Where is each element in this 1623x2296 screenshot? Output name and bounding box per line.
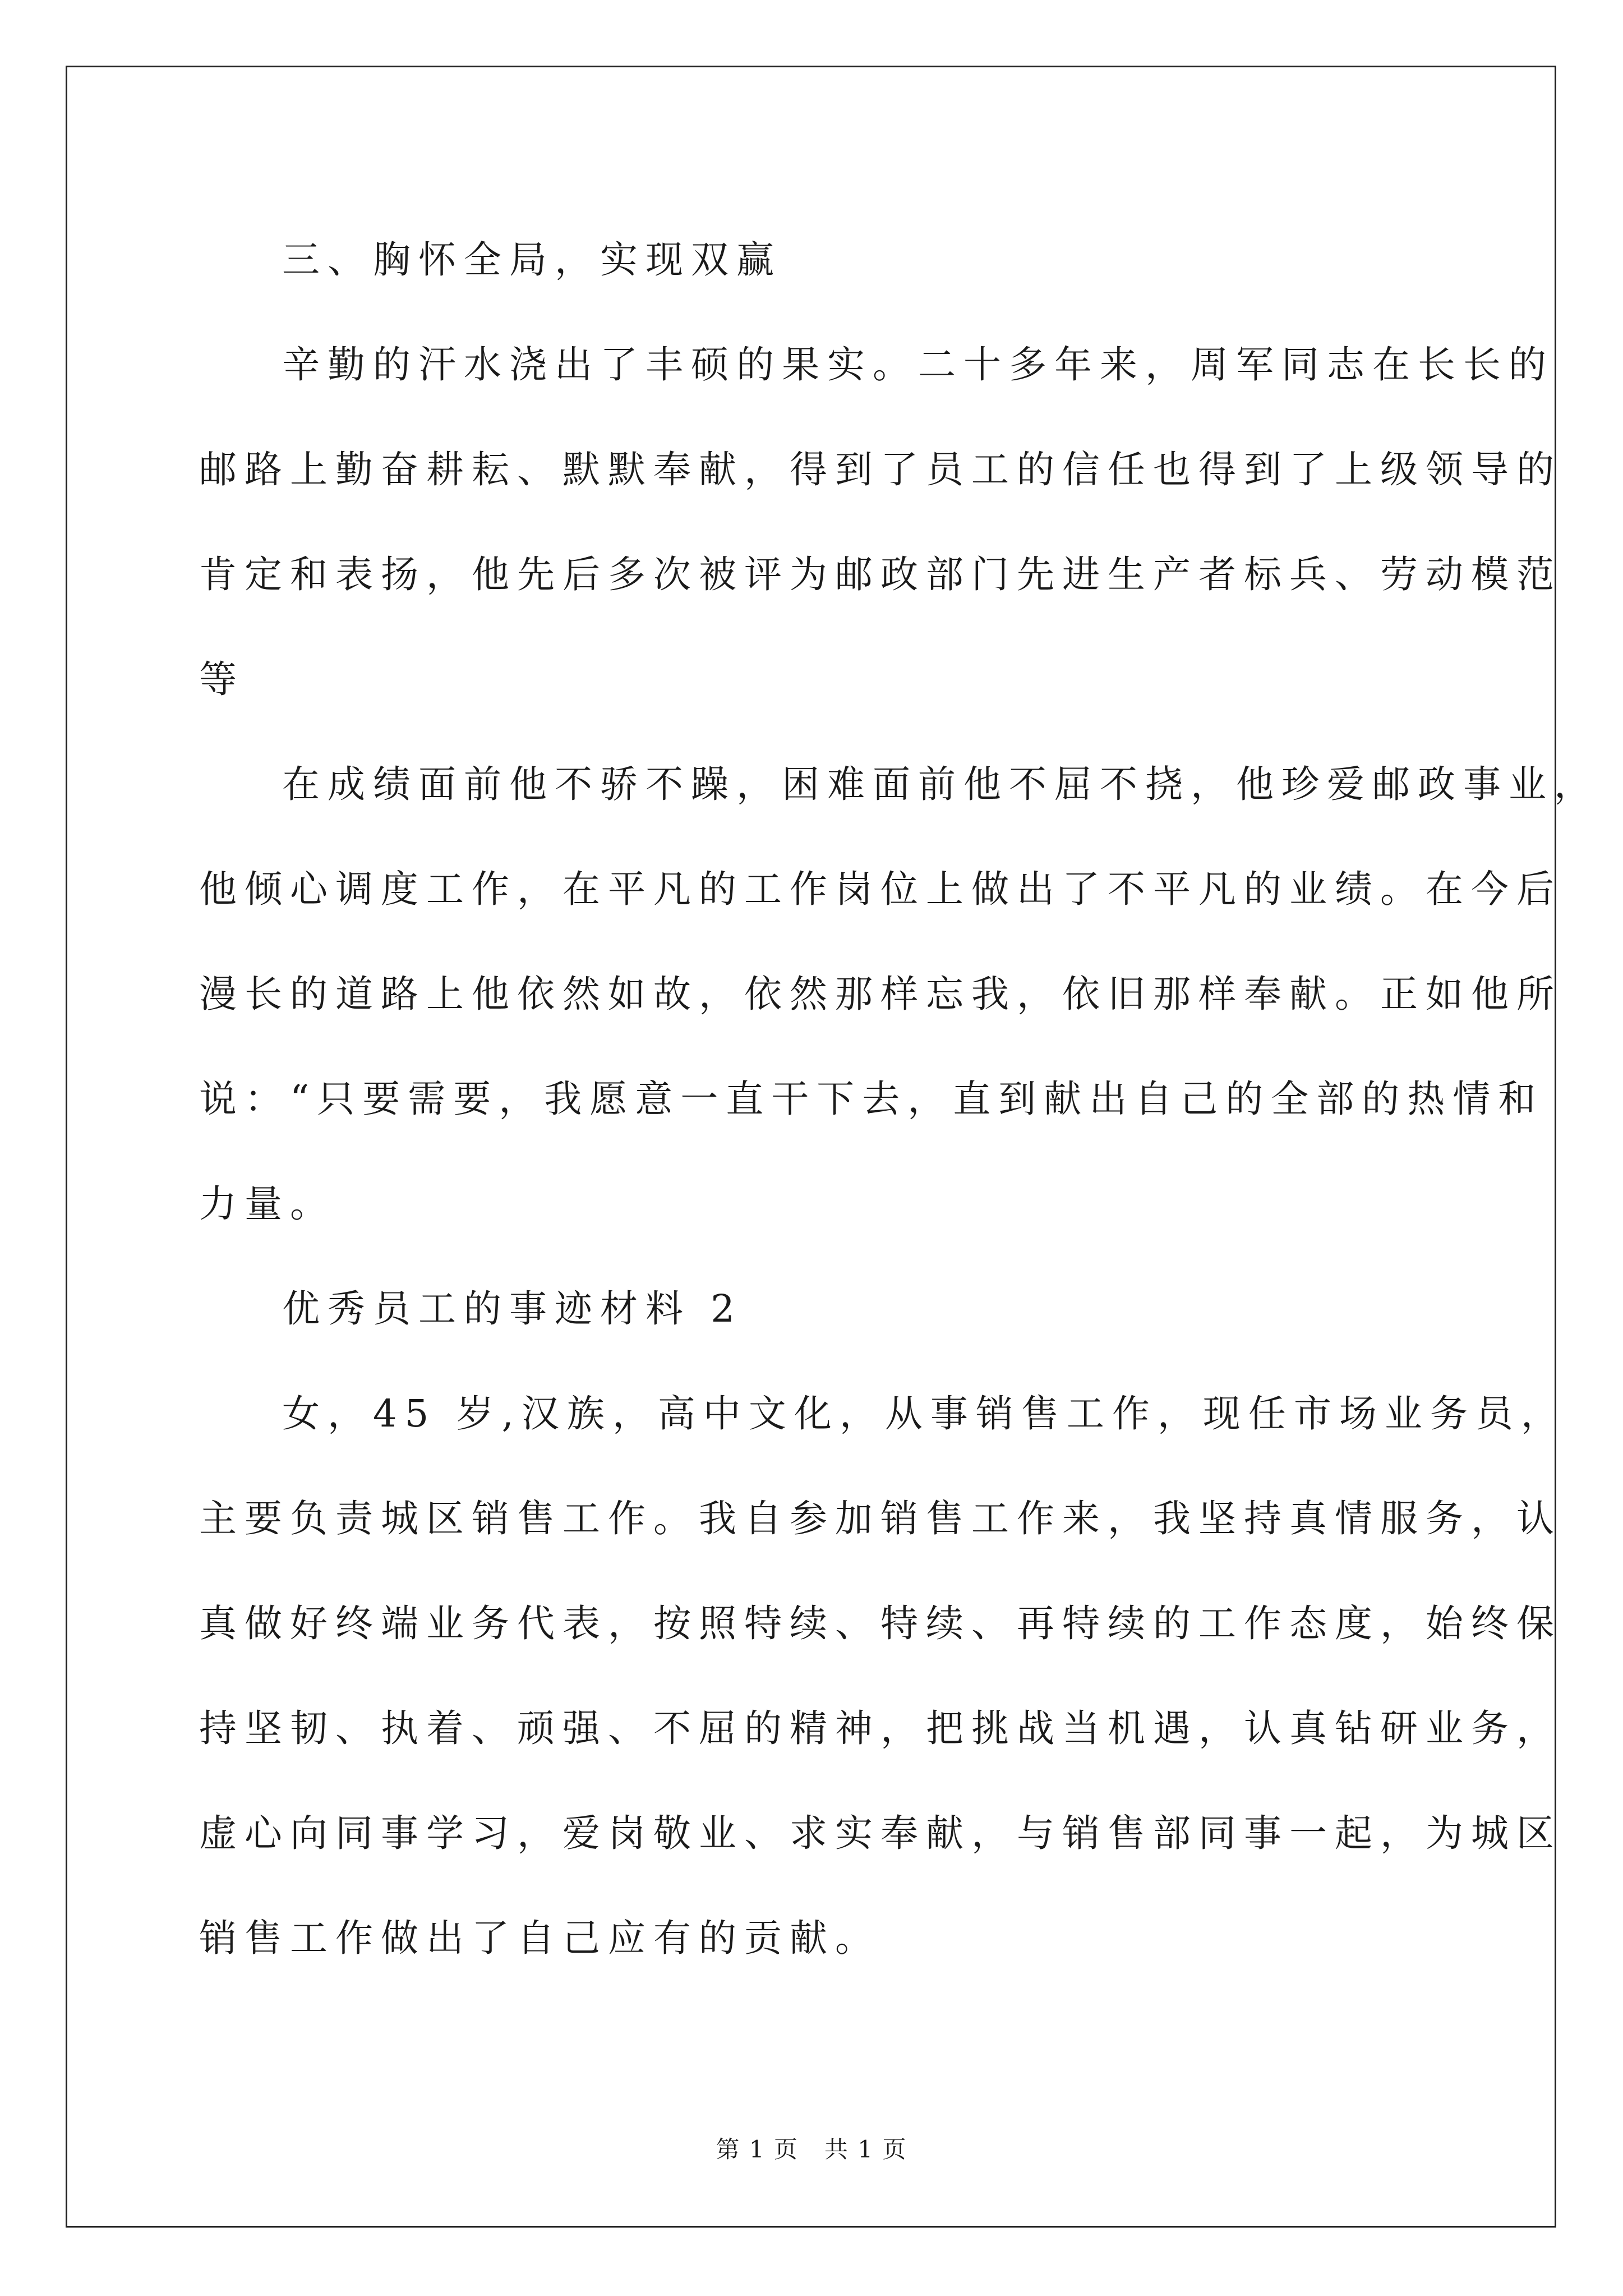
text-line: 他倾心调度工作，在平凡的工作岗位上做出了不平凡的业绩。在今后 xyxy=(199,867,1562,911)
heading-section-three: 三、胸怀全局，实现双赢 xyxy=(282,238,782,282)
text-line: 女，45 岁,汉族，高中文化，从事销售工作，现任市场业务员， xyxy=(282,1392,1566,1435)
text-line: 肯定和表扬，他先后多次被评为邮政部门先进生产者标兵、劳动模范 xyxy=(199,553,1562,596)
text-line: 漫长的道路上他依然如故，依然那样忘我，依旧那样奉献。正如他所 xyxy=(199,972,1562,1016)
text-line: 说：“只要需要，我愿意一直干下去，直到献出自己的全部的热情和 xyxy=(199,1077,1544,1121)
text-line: 邮路上勤奋耕耘、默默奉献，得到了员工的信任也得到了上级领导的 xyxy=(199,448,1562,491)
text-line: 主要负责城区销售工作。我自参加销售工作来，我坚持真情服务，认 xyxy=(199,1497,1562,1540)
document-body xyxy=(199,208,1599,1991)
text-line: 辛勤的汗水浇出了丰硕的果实。二十多年来，周军同志在长长的 xyxy=(282,343,1554,386)
text-line: 在成绩面前他不骄不躁，困难面前他不屈不挠，他珍爱邮政事业， xyxy=(282,762,1599,806)
text-line: 销售工作做出了自己应有的贡献。 xyxy=(199,1916,880,1960)
heading-material-two: 优秀员工的事迹材料 2 xyxy=(282,1287,743,1331)
page-number-footer: 第 1 页 共 1 页 xyxy=(716,2136,907,2163)
text-line: 真做好终端业务代表，按照特续、特续、再特续的工作态度，始终保 xyxy=(199,1602,1562,1645)
text-line: 等 xyxy=(199,657,245,701)
text-line: 持坚韧、执着、顽强、不屈的精神，把挑战当机遇，认真钻研业务， xyxy=(199,1706,1562,1750)
text-line: 虚心向同事学习，爱岗敬业、求实奉献，与销售部同事一起，为城区 xyxy=(199,1811,1562,1855)
text-line: 力量。 xyxy=(199,1182,335,1226)
